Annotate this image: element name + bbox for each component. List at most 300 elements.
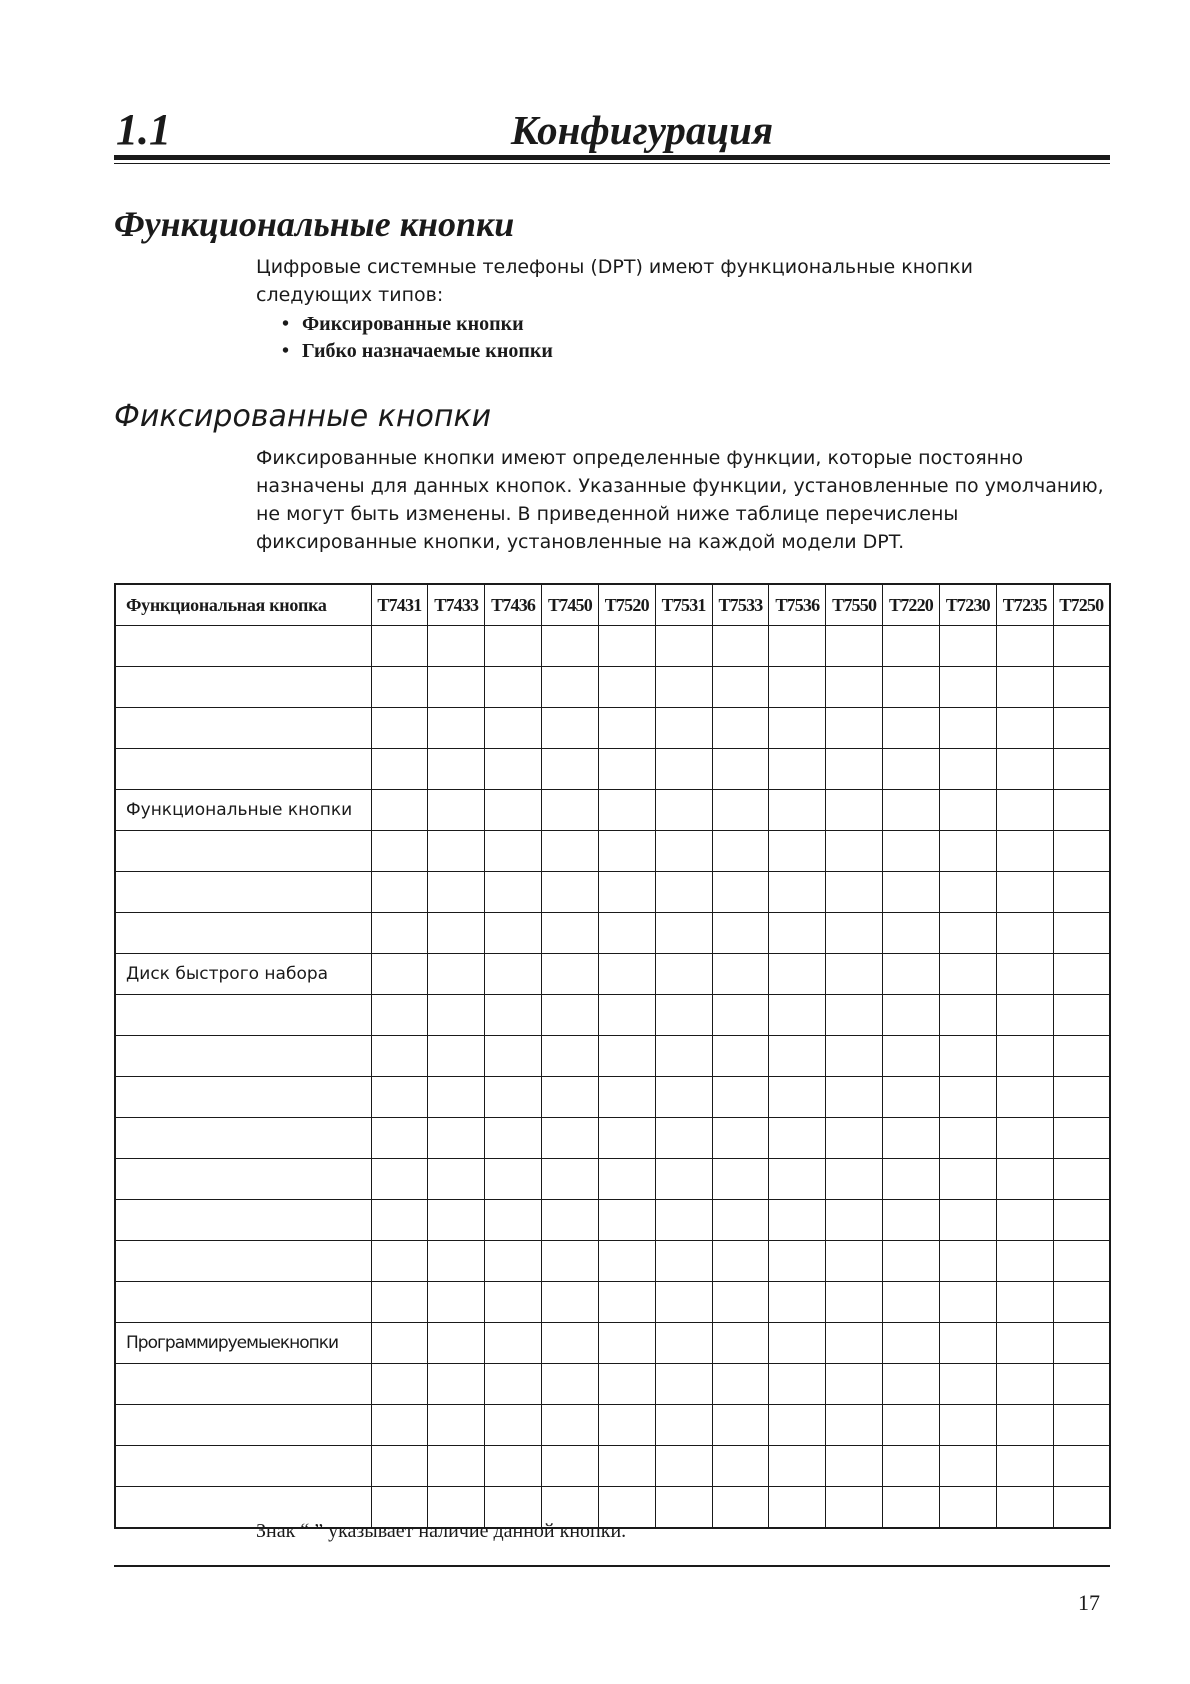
table-cell [769, 1159, 826, 1200]
table-row [115, 1323, 1110, 1364]
table-cell [996, 1282, 1053, 1323]
row-label [115, 1200, 371, 1241]
table-cell [371, 1036, 428, 1077]
table-cell [712, 749, 769, 790]
table-cell [939, 831, 996, 872]
table-cell [826, 1405, 883, 1446]
table-cell [1053, 1364, 1110, 1405]
table-cell [655, 913, 712, 954]
table-cell [939, 954, 996, 995]
table-cell [542, 1200, 599, 1241]
table-cell [428, 1364, 485, 1405]
table-cell [712, 1282, 769, 1323]
table-cell [371, 626, 428, 667]
table-cell [428, 1118, 485, 1159]
table-cell [371, 1323, 428, 1364]
table-cell [598, 954, 655, 995]
table-cell [485, 1241, 542, 1282]
table-cell [542, 1118, 599, 1159]
row-label [115, 913, 371, 954]
table-cell [655, 1282, 712, 1323]
table-row [115, 667, 1110, 708]
table-row [115, 1200, 1110, 1241]
column-header-model: T7533 [712, 584, 769, 626]
table-cell [542, 913, 599, 954]
table-cell [428, 995, 485, 1036]
section-number: 1.1 [116, 105, 171, 154]
table-cell [712, 1036, 769, 1077]
table-cell [996, 1446, 1053, 1487]
table-cell [996, 831, 1053, 872]
table-cell [542, 1323, 599, 1364]
row-label [115, 1159, 371, 1200]
table-cell [826, 749, 883, 790]
row-label [115, 872, 371, 913]
table-cell [485, 1282, 542, 1323]
row-label [115, 667, 371, 708]
table-cell [485, 749, 542, 790]
column-header-model: T7433 [428, 584, 485, 626]
table-row [115, 872, 1110, 913]
table-cell [428, 1282, 485, 1323]
table-cell [485, 1036, 542, 1077]
table-cell [485, 790, 542, 831]
table-cell [712, 1405, 769, 1446]
table-cell [1053, 1159, 1110, 1200]
table-cell [598, 626, 655, 667]
table-cell [996, 1405, 1053, 1446]
table-cell [655, 749, 712, 790]
table-cell [939, 667, 996, 708]
table-cell [542, 1364, 599, 1405]
table-cell [826, 1364, 883, 1405]
table-cell [712, 667, 769, 708]
table-cell [428, 1446, 485, 1487]
table-cell [542, 954, 599, 995]
table-body [115, 626, 1110, 1529]
table-cell [1053, 749, 1110, 790]
column-header-model: T7436 [485, 584, 542, 626]
table-cell [598, 1036, 655, 1077]
table-cell [598, 1241, 655, 1282]
table-cell [939, 995, 996, 1036]
table-cell [769, 1118, 826, 1159]
table-cell [1053, 872, 1110, 913]
table-cell [1053, 626, 1110, 667]
table-cell [485, 954, 542, 995]
table-cell [939, 790, 996, 831]
table-cell [542, 831, 599, 872]
table-cell [826, 1200, 883, 1241]
table-cell [428, 1077, 485, 1118]
table-cell [485, 1159, 542, 1200]
table-cell [826, 626, 883, 667]
table-cell [485, 667, 542, 708]
table-row [115, 1118, 1110, 1159]
table-cell [769, 954, 826, 995]
table-cell [826, 995, 883, 1036]
table-cell [883, 1159, 940, 1200]
row-label [115, 995, 371, 1036]
table-cell [939, 1364, 996, 1405]
header-rule-thick [114, 155, 1110, 160]
table-cell [428, 1405, 485, 1446]
table-cell [883, 872, 940, 913]
table-row [115, 1077, 1110, 1118]
table-cell [655, 831, 712, 872]
column-header-model: T7450 [542, 584, 599, 626]
table-cell [598, 913, 655, 954]
table-cell [939, 1323, 996, 1364]
table-cell [939, 708, 996, 749]
table-cell [769, 790, 826, 831]
row-label [115, 831, 371, 872]
row-label [115, 1241, 371, 1282]
row-label [115, 1077, 371, 1118]
table-cell [883, 913, 940, 954]
column-header-model: T7536 [769, 584, 826, 626]
table-cell [769, 1282, 826, 1323]
row-label [115, 749, 371, 790]
table-cell [1053, 667, 1110, 708]
table-cell [883, 1323, 940, 1364]
table-cell [1053, 1036, 1110, 1077]
table-cell [996, 1200, 1053, 1241]
table-cell [769, 995, 826, 1036]
table-cell [371, 1446, 428, 1487]
table-cell [939, 1446, 996, 1487]
table-cell [371, 708, 428, 749]
section-title: Функциональные кнопки [114, 204, 515, 244]
table-cell [371, 1159, 428, 1200]
table-cell [428, 1323, 485, 1364]
table-cell [1053, 913, 1110, 954]
table-cell [996, 872, 1053, 913]
table-cell [371, 790, 428, 831]
column-header-model: T7220 [883, 584, 940, 626]
table-cell [769, 1241, 826, 1282]
table-cell [598, 1118, 655, 1159]
table-row [115, 1446, 1110, 1487]
bullet-text: Фиксированные кнопки [302, 313, 524, 335]
table-cell [428, 913, 485, 954]
table-cell [883, 1364, 940, 1405]
table-cell [826, 708, 883, 749]
table-cell [939, 1159, 996, 1200]
table-row [115, 995, 1110, 1036]
table-cell [769, 749, 826, 790]
table-cell [769, 1446, 826, 1487]
page-number: 17 [1078, 1590, 1100, 1615]
table-cell [1053, 954, 1110, 995]
table-cell [826, 872, 883, 913]
table-cell [996, 749, 1053, 790]
footer-rule [114, 1565, 1110, 1567]
table-cell [542, 1241, 599, 1282]
table-row [115, 708, 1110, 749]
table-cell [542, 1405, 599, 1446]
table-cell [883, 708, 940, 749]
table-cell [655, 1364, 712, 1405]
table-cell [712, 626, 769, 667]
table-cell [769, 913, 826, 954]
table-row [115, 1241, 1110, 1282]
table-cell [883, 749, 940, 790]
table-cell [655, 667, 712, 708]
section-intro: Цифровые системные телефоны (DPT) имеют функциональные кнопки следующих типов: [256, 256, 974, 306]
table-cell [485, 1118, 542, 1159]
table-cell [1053, 1118, 1110, 1159]
table-cell [996, 1364, 1053, 1405]
table-cell [939, 749, 996, 790]
table-row [115, 831, 1110, 872]
table-cell [883, 954, 940, 995]
table-cell [542, 790, 599, 831]
table-cell [712, 1487, 769, 1529]
table-cell [939, 1200, 996, 1241]
column-header-function: Функциональная кнопка [115, 584, 371, 626]
table-cell [428, 831, 485, 872]
table-cell [598, 1446, 655, 1487]
table-cell [769, 1364, 826, 1405]
table-cell [655, 954, 712, 995]
table-row [115, 626, 1110, 667]
table-cell [769, 1323, 826, 1364]
table-row [115, 1282, 1110, 1323]
table-cell [826, 1077, 883, 1118]
table-cell [996, 1036, 1053, 1077]
table-cell [655, 1118, 712, 1159]
column-header-model: T7431 [371, 584, 428, 626]
table-cell [939, 626, 996, 667]
table-cell [939, 1282, 996, 1323]
table-row [115, 913, 1110, 954]
table-cell [598, 831, 655, 872]
table-cell [769, 1487, 826, 1529]
bullet-list [282, 311, 553, 365]
table-cell [542, 995, 599, 1036]
page-header [114, 100, 1110, 160]
subsection-title: Фиксированные кнопки [114, 399, 492, 434]
table-cell [769, 708, 826, 749]
table-cell [826, 1036, 883, 1077]
table-cell [428, 708, 485, 749]
table-cell [826, 790, 883, 831]
table-cell [996, 626, 1053, 667]
table-cell [712, 913, 769, 954]
table-cell [769, 1200, 826, 1241]
table-cell [542, 1446, 599, 1487]
column-header-model: T7235 [996, 584, 1053, 626]
table-cell [769, 831, 826, 872]
table-cell [939, 1487, 996, 1529]
header-rule-thin [114, 163, 1110, 164]
table-cell [769, 626, 826, 667]
table-row [115, 1159, 1110, 1200]
table-cell [655, 1200, 712, 1241]
table-cell [485, 1323, 542, 1364]
row-label [115, 626, 371, 667]
table-cell [485, 872, 542, 913]
table-cell [996, 667, 1053, 708]
table-cell [939, 872, 996, 913]
table-cell [883, 1487, 940, 1529]
table-cell [1053, 1200, 1110, 1241]
row-label: Программируемыекнопки [115, 1323, 371, 1364]
table-cell [769, 1036, 826, 1077]
table-cell [712, 995, 769, 1036]
table-cell [655, 1241, 712, 1282]
table-cell [939, 1241, 996, 1282]
table-cell [996, 913, 1053, 954]
table-cell [939, 1405, 996, 1446]
column-header-model: T7250 [1053, 584, 1110, 626]
table-cell [1053, 1282, 1110, 1323]
table-cell [826, 1282, 883, 1323]
table-cell [485, 831, 542, 872]
table-cell [883, 667, 940, 708]
table-cell [655, 1036, 712, 1077]
table-cell [542, 626, 599, 667]
table-cell [769, 1405, 826, 1446]
table-cell [712, 831, 769, 872]
table-cell [996, 1118, 1053, 1159]
table-cell [826, 1487, 883, 1529]
table-cell [371, 831, 428, 872]
table-cell [542, 1282, 599, 1323]
table-cell [598, 708, 655, 749]
table-cell [542, 1077, 599, 1118]
table-cell [598, 1364, 655, 1405]
column-header-model: T7520 [598, 584, 655, 626]
table-cell [485, 1077, 542, 1118]
table-cell [428, 749, 485, 790]
list-item: • Фиксированные кнопки [282, 313, 524, 335]
table-cell [769, 872, 826, 913]
row-label: Диск быстрого набора [115, 954, 371, 995]
table-cell [598, 1077, 655, 1118]
table-cell [883, 1200, 940, 1241]
table-cell [428, 872, 485, 913]
list-item: • Гибко назначаемые кнопки [282, 340, 553, 362]
column-header-model: T7531 [655, 584, 712, 626]
table-row [115, 1405, 1110, 1446]
table-cell [1053, 831, 1110, 872]
table-cell [655, 790, 712, 831]
column-header-model: T7550 [826, 584, 883, 626]
table-cell [542, 667, 599, 708]
row-label [115, 1405, 371, 1446]
table-cell [655, 1323, 712, 1364]
table-cell [371, 667, 428, 708]
table-cell [598, 995, 655, 1036]
table-cell [939, 1118, 996, 1159]
table-cell [371, 1077, 428, 1118]
table-cell [655, 1487, 712, 1529]
table-cell [371, 913, 428, 954]
table-cell [485, 913, 542, 954]
table-cell [883, 1241, 940, 1282]
table-cell [655, 1159, 712, 1200]
table-row [115, 954, 1110, 995]
table-cell [371, 1118, 428, 1159]
table-cell [712, 954, 769, 995]
table-cell [598, 667, 655, 708]
table-cell [428, 790, 485, 831]
table-cell [371, 954, 428, 995]
table-cell [428, 1200, 485, 1241]
table-row [115, 749, 1110, 790]
table-cell [1053, 1487, 1110, 1529]
table-cell [655, 1077, 712, 1118]
row-label [115, 708, 371, 749]
table-cell [485, 1364, 542, 1405]
table-cell [371, 1405, 428, 1446]
table-cell [598, 1159, 655, 1200]
table-cell [996, 708, 1053, 749]
table-cell [996, 1487, 1053, 1529]
table-cell [712, 1077, 769, 1118]
table-cell [655, 1405, 712, 1446]
table-cell [371, 1241, 428, 1282]
table-cell [655, 872, 712, 913]
table-cell [598, 1405, 655, 1446]
table-cell [883, 1405, 940, 1446]
row-label [115, 1446, 371, 1487]
table-row [115, 1364, 1110, 1405]
table-cell [371, 1282, 428, 1323]
table-cell [485, 995, 542, 1036]
table-cell [371, 1200, 428, 1241]
table-cell [1053, 790, 1110, 831]
table-cell [712, 1323, 769, 1364]
row-label [115, 1282, 371, 1323]
table-header-row [115, 584, 1110, 626]
fixed-buttons-table [114, 583, 1111, 1529]
table-cell [712, 1446, 769, 1487]
table-cell [598, 1200, 655, 1241]
table-cell [712, 1200, 769, 1241]
table-cell [542, 749, 599, 790]
table-cell [996, 954, 1053, 995]
table-cell [371, 872, 428, 913]
table-cell [883, 626, 940, 667]
table-cell [826, 1118, 883, 1159]
table-cell [542, 872, 599, 913]
table-cell [485, 626, 542, 667]
table-cell [883, 790, 940, 831]
table-cell [655, 708, 712, 749]
table-cell [826, 1159, 883, 1200]
table-cell [712, 872, 769, 913]
subsection-text: Фиксированные кнопки имеют определенные функции, которые постоянно назначены для данных кнопок. Указанные функции, установленные по умолчанию, не могут быть изменены. В приведенной ниже таблице перечислены фиксированные кнопки, установленные на каждой модели DPT. [256, 447, 1104, 553]
table-cell [996, 1241, 1053, 1282]
table-cell [883, 1077, 940, 1118]
table-cell [769, 1077, 826, 1118]
table-cell [883, 1118, 940, 1159]
chapter-title: Конфигурация [510, 107, 774, 153]
table-cell [826, 1446, 883, 1487]
table-cell [883, 831, 940, 872]
table-cell [1053, 1446, 1110, 1487]
table-cell [712, 1364, 769, 1405]
row-label [115, 1036, 371, 1077]
table-cell [485, 1200, 542, 1241]
table-cell [598, 790, 655, 831]
table-cell [1053, 1323, 1110, 1364]
table-cell [883, 1036, 940, 1077]
table-cell [371, 995, 428, 1036]
